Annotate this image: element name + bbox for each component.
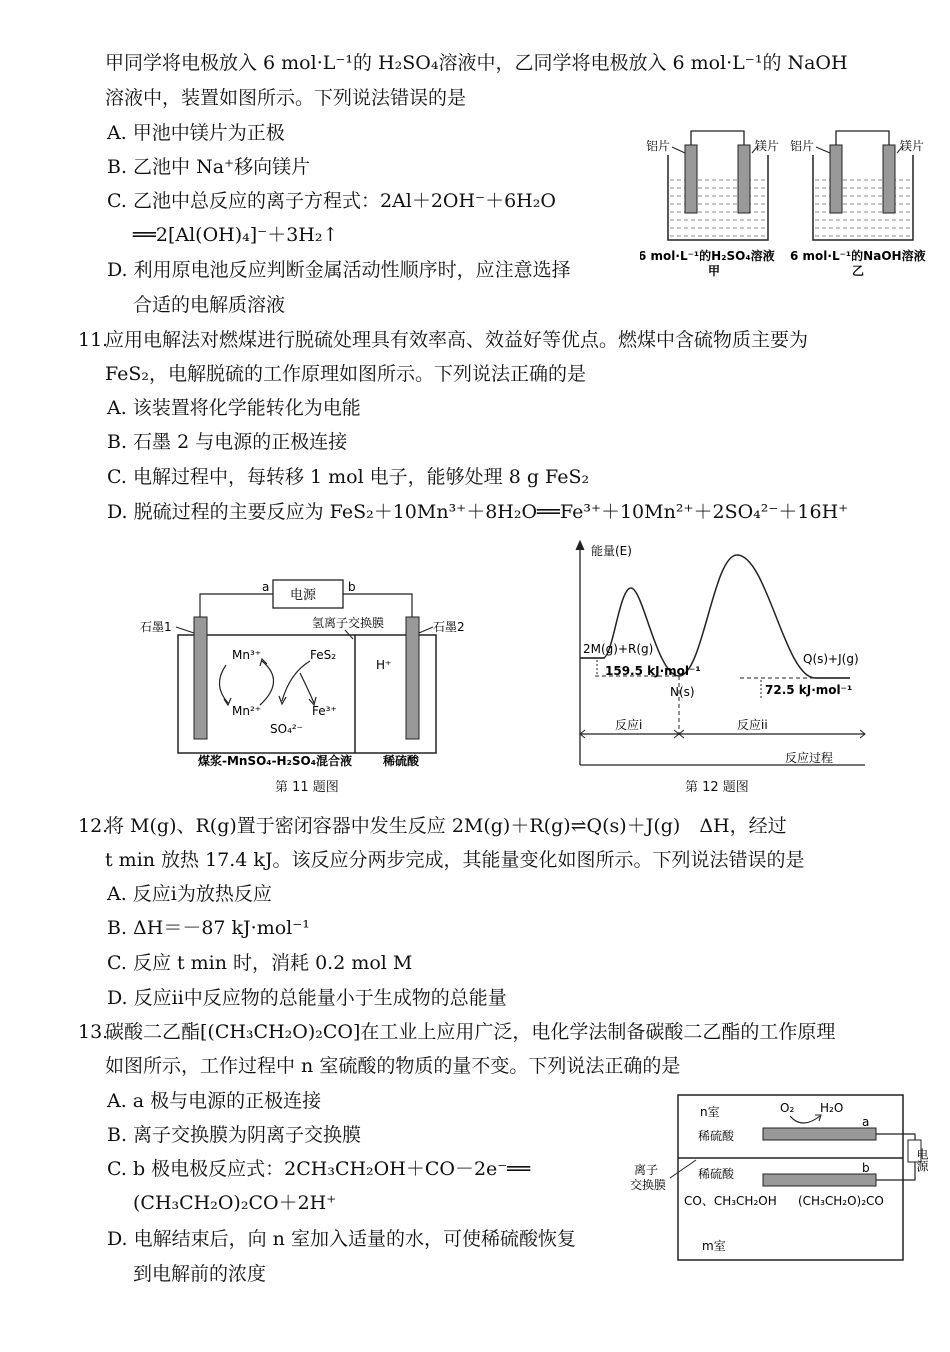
q11-graphite1-label: 石墨1 <box>140 620 172 634</box>
q11-power-label: 电源 <box>290 588 317 603</box>
q10-figure <box>640 125 940 280</box>
q13-n-room-label: n室 <box>700 1105 720 1119</box>
q12-energy-1: 159.5 kJ·mol⁻¹ <box>605 664 701 678</box>
q11-membrane-label: 氢离子交换膜 <box>312 616 385 630</box>
q10-stem-line2: 溶液中，装置如图所示。下列说法错误的是 <box>105 87 467 109</box>
q13-option-d: D. 电解结束后，向 n 室加入适量的水，可使稀硫酸恢复 <box>107 1228 576 1250</box>
q10-solution-2: 6 mol·L⁻¹的NaOH溶液 <box>790 249 926 263</box>
q12-reaction-ii: 反应ii <box>737 718 768 732</box>
q10-cell-name-2: 乙 <box>852 264 865 278</box>
q10-cell-name-1: 甲 <box>708 264 721 278</box>
q13-figure <box>630 1090 940 1265</box>
q11-option-c: C. 电解过程中，每转移 1 mol 电子，能够处理 8 g FeS₂ <box>107 466 590 488</box>
q13-membrane-label-1: 离子 <box>634 1163 659 1177</box>
q11-right-solution: 稀硫酸 <box>383 754 420 768</box>
q13-stem-line2: 如图所示，工作过程中 n 室硫酸的物质的量不变。下列说法正确的是 <box>105 1055 681 1077</box>
q13-acid-1: 稀硫酸 <box>698 1129 735 1143</box>
q13-m-room-label: m室 <box>702 1239 726 1253</box>
q12-mid-label: N(s) <box>670 685 695 699</box>
q11-h-label: H⁺ <box>376 658 392 672</box>
q12-option-c: C. 反应 t min 时，消耗 0.2 mol M <box>107 952 413 974</box>
q10-option-d: D. 利用原电池反应判断金属活动性顺序时，应注意选择 <box>107 259 571 281</box>
q10-option-c: C. 乙池中总反应的离子方程式：2Al＋2OH⁻＋6H₂O <box>107 190 556 212</box>
q11-terminal-a: a <box>262 580 270 594</box>
q13-electrode-b: b <box>862 1161 870 1175</box>
q10-mg-label-1: 镁片 <box>755 139 780 153</box>
q10-al-label-1: 铝片 <box>646 139 671 153</box>
q13-number: 13. <box>78 1021 109 1043</box>
q12-start-label: 2M(g)+R(g) <box>583 642 654 656</box>
q13-reactants: CO、CH₃CH₂OH <box>684 1194 777 1208</box>
q11-fe3-label: Fe³⁺ <box>312 704 337 718</box>
q12-reaction-i: 反应i <box>615 718 643 732</box>
q12-option-d: D. 反应ⅱ中反应物的总能量小于生成物的总能量 <box>107 987 507 1009</box>
q12-end-label: Q(s)+J(g) <box>803 652 859 666</box>
q10-stem-line1: 甲同学将电极放入 6 mol·L⁻¹的 H₂SO₄溶液中，乙同学将电极放入 6 mol·L⁻¹的 NaOH <box>105 52 848 74</box>
q12-option-a: A. 反应ⅰ为放热反应 <box>107 883 272 905</box>
q12-y-axis-label: 能量(E) <box>591 544 632 558</box>
q11-option-d: D. 脱硫过程的主要反应为 FeS₂＋10Mn³⁺＋8H₂O══Fe³⁺＋10Mn²⁺＋2SO₄²⁻＋16H⁺ <box>107 501 849 523</box>
q13-h2o-label: H₂O <box>820 1101 844 1115</box>
q13-option-d-cont: 到电解前的浓度 <box>133 1263 267 1285</box>
q12-caption: 第 12 题图 <box>685 780 749 795</box>
q11-graphite2-label: 石墨2 <box>433 620 465 634</box>
q11-so4-label: SO₄²⁻ <box>270 722 304 736</box>
q11-number: 11. <box>78 329 109 351</box>
q11-mn3-label: Mn³⁺ <box>232 648 262 662</box>
q13-electrode-a: a <box>862 1115 870 1129</box>
q12-figure <box>575 538 875 770</box>
q12-energy-2: 72.5 kJ·mol⁻¹ <box>765 683 853 697</box>
q13-option-a: A. a 极与电源的正极连接 <box>107 1090 322 1112</box>
q10-mg-label-2: 镁片 <box>900 139 925 153</box>
q10-option-b: B. 乙池中 Na⁺移向镁片 <box>107 156 311 178</box>
q13-option-c-cont: (CH₃CH₂O)₂CO＋2H⁺ <box>133 1192 337 1214</box>
q13-membrane-label-2: 交换膜 <box>630 1178 667 1192</box>
q10-option-d-cont: 合适的电解质溶液 <box>133 294 286 316</box>
q13-acid-2: 稀硫酸 <box>698 1167 735 1181</box>
q12-option-b: B. ΔH＝－87 kJ·mol⁻¹ <box>107 917 310 939</box>
q13-product: (CH₃CH₂O)₂CO <box>798 1194 884 1208</box>
q11-caption: 第 11 题图 <box>275 780 339 795</box>
q12-stem-line2: t min 放热 17.4 kJ。该反应分两步完成，其能量变化如图所示。下列说法错误的是 <box>105 849 805 871</box>
q11-stem-line1: 应用电解法对燃煤进行脱硫处理具有效率高、效益好等优点。燃煤中含硫物质主要为 <box>105 329 809 351</box>
q13-power-label: 电源 <box>915 1148 929 1172</box>
q11-fes2-label: FeS₂ <box>310 648 337 662</box>
q12-stem-line1: 将 M(g)、R(g)置于密闭容器中发生反应 2M(g)＋R(g)⇌Q(s)＋J(g) ΔH，经过 <box>105 815 787 837</box>
q12-number: 12. <box>78 815 109 837</box>
q11-left-solution: 煤浆-MnSO₄-H₂SO₄混合液 <box>198 754 352 768</box>
q13-stem-line1: 碳酸二乙酯[(CH₃CH₂O)₂CO]在工业上应用广泛，电化学法制备碳酸二乙酯的工作原理 <box>105 1021 836 1043</box>
q11-figure <box>140 573 475 770</box>
q11-stem-line2: FeS₂，电解脱硫的工作原理如图所示。下列说法正确的是 <box>105 363 587 385</box>
q10-solution-1: 6 mol·L⁻¹的H₂SO₄溶液 <box>640 249 775 263</box>
q12-x-axis-label: 反应过程 <box>785 751 834 765</box>
q10-option-a: A. 甲池中镁片为正极 <box>107 122 285 144</box>
q13-o2-label: O₂ <box>780 1101 795 1115</box>
q11-option-b: B. 石墨 2 与电源的正极连接 <box>107 431 348 453</box>
q11-terminal-b: b <box>348 580 356 594</box>
q11-mn2-label: Mn²⁺ <box>232 704 262 718</box>
q11-option-a: A. 该装置将化学能转化为电能 <box>107 397 361 419</box>
q10-al-label-2: 铝片 <box>790 139 815 153</box>
q10-option-c-cont: ══2[Al(OH)₄]⁻＋3H₂↑ <box>133 224 339 246</box>
q13-option-c: C. b 极电极反应式：2CH₃CH₂OH＋CO－2e⁻══ <box>107 1158 531 1180</box>
q13-option-b: B. 离子交换膜为阴离子交换膜 <box>107 1124 362 1146</box>
